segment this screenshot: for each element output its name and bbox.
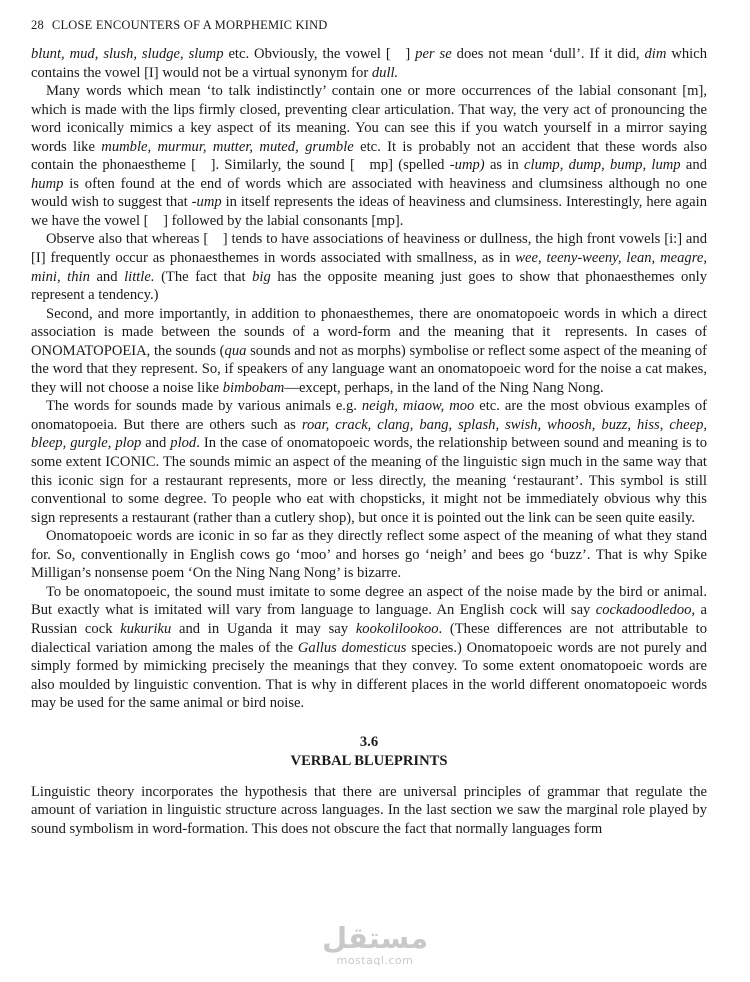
text-run: sounds and not as morphs) symbolise or reflect some aspect of the meaning of the word that they represent. So, if speakers of any language want an onomatopoeic word for the noise a cat makes, they will not choose a noise like xyxy=(31,342,707,396)
italic-text: neigh, miaow, moo xyxy=(361,398,475,415)
italic-text: blunt, mud, slush, sludge, slump xyxy=(31,46,224,62)
italic-text: per se xyxy=(415,46,452,62)
italic-text: -ump) xyxy=(449,157,485,174)
text-run: . (These differences are not attributable to dialectical variation among the males of the xyxy=(31,620,707,656)
page xyxy=(31,18,707,838)
italic-text: dim xyxy=(644,46,667,62)
italic-text: plod xyxy=(170,435,197,452)
italic-text: clump, dump, bump, lump xyxy=(524,157,681,174)
body-text xyxy=(31,45,707,713)
section-paragraph: Linguistic theory incorporates the hypothesis that there are universal principles of grammar that regulate the amount of variation in linguistic structure across languages. In the last section we saw the marginal role played by sound symbolism in word-formation. This does not obscure the fact that normally languages form xyxy=(31,783,707,837)
italic-text: big xyxy=(252,268,271,285)
running-title: CLOSE ENCOUNTERS OF A MORPHEMIC KIND xyxy=(51,18,328,32)
body-paragraph xyxy=(31,230,707,304)
text-run: . In the case of onomatopoeic words, the relationship between sound and meaning is to some extent ICONIC. The sounds mimic an aspect of the meaning of the linguistic sign much in the same way that this iconic sign for a restaurant represents, more or less directly, the meaning ‘restaurant’. This symbol is still conventional to some degree. To people who eat with chopsticks, it might not be immediately obvious why this sign represents a restaurant (rather than a cutlery shop), but once it is pointed out the link can be seen quite easily. xyxy=(31,435,708,526)
text-run: etc. Obviously, the vowel [ ] xyxy=(223,46,416,62)
text-run: Many words which mean ‘to talk indistinctly’ contain one or more occurrences of the labial consonant [m], which is made with the lips firmly closed, preventing clear articulation. That way, the very act of pronouncing the word iconically mimics a key aspect of its meaning. You can see this if you watch yourself in a mirror saying words like xyxy=(31,83,707,155)
text-run: a Russian cock xyxy=(31,602,707,637)
body-paragraph xyxy=(31,82,707,230)
text-run: and xyxy=(680,157,707,174)
body-paragraph xyxy=(31,527,707,583)
body-paragraph xyxy=(31,45,707,82)
text-run: is often found at the end of words which are associated with heaviness and clumsiness although no one would wish to suggest that xyxy=(31,175,707,211)
text-run: species.) Onomatopoeic words are not purely and simply formed by mimicking precisely the meanings that they convey. To some extent onomatopoeic words are also moulded by linguistic convention. That is why in different places in the world different onomatopoeic words may be used for the same animal or bird noise. xyxy=(31,639,707,712)
text-run: The words for sounds made by various animals e.g. xyxy=(46,398,362,415)
italic-text: qua xyxy=(224,342,247,359)
section-title: VERBAL BLUEPRINTS xyxy=(290,752,448,769)
section-number: 3.6 xyxy=(359,733,379,750)
italic-text: little. xyxy=(124,268,155,285)
text-run: To be onomatopoeic, the sound must imitate to some degree an aspect of the noise made by the bird or animal. But exactly what is imitated will vary from language to language. An English cock will say xyxy=(31,583,707,619)
text-run: Observe also that whereas [ ] tends to have associations of heaviness or dullness, the high front vowels [i:] and [I] frequently occur as phonaesthemes in words associated with smallness, as in xyxy=(31,231,707,267)
italic-text: wee, teeny-weeny, lean, meagre, mini, thin xyxy=(31,250,707,285)
text-run: —except, perhaps, in the land of the Ning Nang Nong. xyxy=(284,379,604,396)
text-run: in itself represents the ideas of heaviness and clumsiness. Interestingly, here again we have the vowel [ ] followed by the labial consonants [mp]. xyxy=(31,194,707,229)
text-run: does not mean ‘dull’. If it did, xyxy=(451,46,645,62)
italic-text: kukuriku xyxy=(120,620,172,637)
italic-text: bimbobam xyxy=(222,379,285,396)
text-run: as in xyxy=(484,157,525,174)
text-run: etc. are the most obvious examples of onomatopoeia. But there are others such as xyxy=(31,398,707,433)
text-run: and xyxy=(141,435,171,452)
text-run: (The fact that xyxy=(154,268,253,285)
italic-text: roar, crack, clang, bang, splash, swish, whoosh, buzz, hiss, cheep, bleep, gurgle, plop xyxy=(31,416,708,452)
italic-text: kookolilookoo xyxy=(355,620,439,637)
italic-text: -ump xyxy=(191,194,222,211)
italic-text: Gallus domesticus xyxy=(297,639,407,656)
text-run: etc. It is probably not an accident that these words also contain the phonaestheme [ ]. Similarly, the sound [ mp] (spelled xyxy=(31,138,707,174)
italic-text: mumble, murmur, mutter, muted, grumble xyxy=(101,138,354,155)
page-number: 28 xyxy=(31,18,44,32)
watermark-arabic: مستقل xyxy=(321,921,429,955)
watermark-url: mostaql.com xyxy=(336,954,414,967)
watermark-logo xyxy=(0,922,750,967)
italic-text: hump xyxy=(31,175,64,192)
text-run: has the opposite meaning just goes to show that phonaesthemes only represent a tendency.) xyxy=(31,268,707,304)
text-run: Onomatopoeic words are iconic in so far as they directly reflect some aspect of the meaning of what they stand for. So, conventionally in English cows go ‘moo’ and horses go ‘neigh’ and bees go ‘buzz’. That is why Spike Milligan’s nonsense poem ‘On the Ning Nang Nong’ is bizarre. xyxy=(31,528,707,582)
text-run: and in Uganda it may say xyxy=(171,620,356,637)
body-paragraph xyxy=(31,305,707,398)
text-run: which contains the vowel [I] would not be a virtual synonym for xyxy=(31,46,708,81)
italic-text: cockadoodledoo, xyxy=(595,602,696,619)
body-paragraph xyxy=(31,397,707,527)
running-head xyxy=(31,18,707,33)
text-run: and xyxy=(89,268,125,285)
italic-text: dull. xyxy=(371,64,399,81)
text-run: Second, and more importantly, in addition to phonaesthemes, there are onomatopoeic words in which a direct association is made between the sounds of a word-form and the meaning that it represents. In cases of ONOMATOPOEIA, the sounds ( xyxy=(31,305,707,359)
body-paragraph xyxy=(31,583,707,713)
